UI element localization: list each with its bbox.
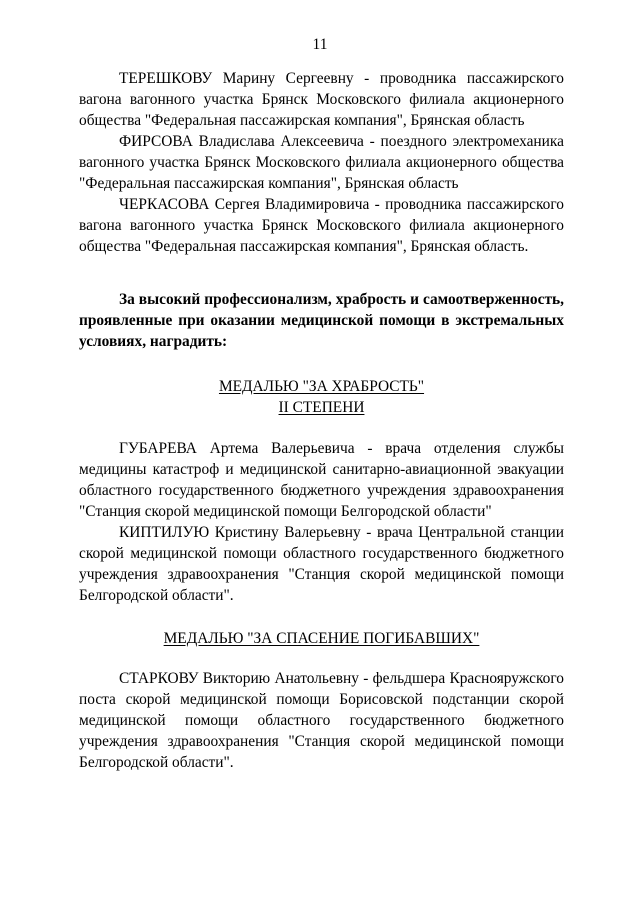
medal-bravery-title: МЕДАЛЬЮ "ЗА ХРАБРОСТЬ" — [218, 378, 425, 395]
medal-bravery-degree: II СТЕПЕНИ — [278, 399, 365, 416]
awardee-entry: ФИРСОВА Владислава Алексеевича - поездного электромеханика вагонного участка Брянск Московского филиала акционерного общества "Федеральная пассажирская компания", Брянская область — [79, 133, 564, 192]
page-number: 11 — [312, 36, 328, 53]
awardee-entry: КИПТИЛУЮ Кристину Валерьевну - врача Центральной станции скорой медицинской помощи областного государственного бюджетного учреждения здравоохранения "Станция скорой медицинской помощи Белгородской области". — [79, 524, 564, 604]
medal-bravery-heading — [79, 376, 564, 418]
awardee-entry: ГУБАРЕВА Артема Валерьевича - врача отделения службы медицины катастроф и медицинской санитарно-авиационной эвакуации областного государственного бюджетного учреждения здравоохранения "Станция скорой медицинской помощи Белгородской области" — [79, 440, 564, 520]
awardee-entry: ЧЕРКАСОВА Сергея Владимировича - проводника пассажирского вагона вагонного участка Брянск Московского филиала акционерного общества "Федеральная пассажирская компания", Брянская область. — [79, 196, 564, 255]
awardee-entry: СТАРКОВУ Викторию Анатольевну - фельдшера Краснояружского поста скорой медицинской помощи Борисовской подстанции скорой медицинской помощи областного государственного бюджетного учреждения здравоохранения "Станция скорой медицинской помощи Белгородской области". — [79, 670, 564, 771]
award-decree-intro: За высокий профессионализм, храбрость и самоотверженность, проявленные при оказании медицинской помощи в экстремальных условиях, наградить: — [79, 291, 564, 350]
medal-rescue-heading — [79, 628, 564, 649]
awardee-entry: ТЕРЕШКОВУ Марину Сергеевну - проводника пассажирского вагона вагонного участка Брянск Московского филиала акционерного общества "Федеральная пассажирская компания", Брянская область — [79, 70, 564, 129]
document-body — [79, 68, 564, 773]
medal-rescue-title: МЕДАЛЬЮ "ЗА СПАСЕНИЕ ПОГИБАВШИХ" — [163, 630, 480, 647]
